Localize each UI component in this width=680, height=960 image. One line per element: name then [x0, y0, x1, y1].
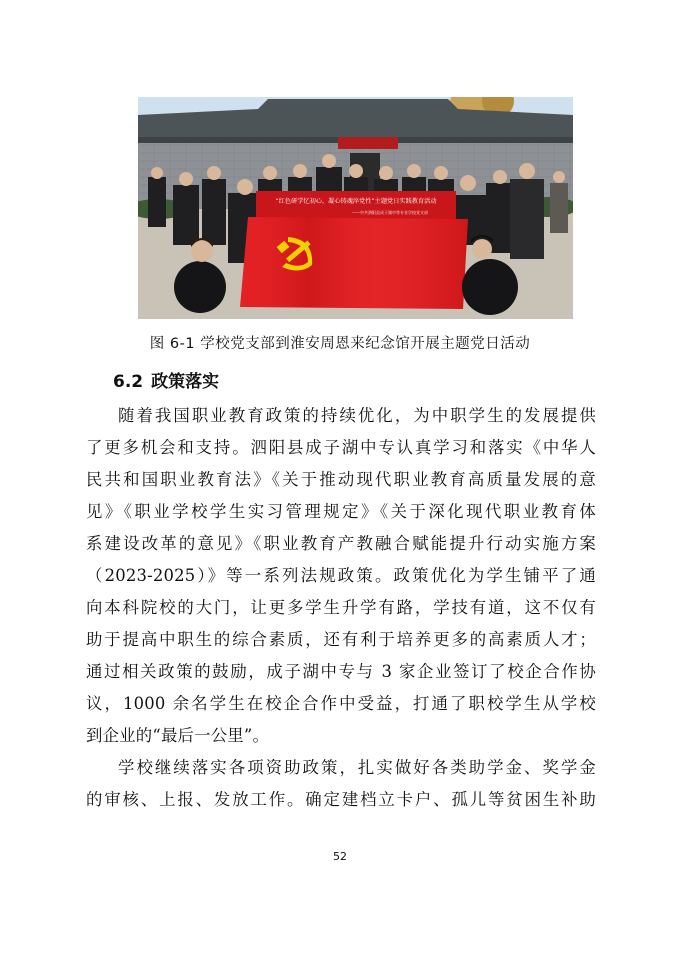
paragraph-line: 学校继续落实各项资助政策，扎实做好各类助学金、奖学金: [118, 758, 596, 777]
paragraph-line: 见》《职业学校学生实习管理规定》《关于深化现代职业教育体: [86, 502, 596, 521]
banner-text: “红色研学忆初心，凝心铸魂淬党性”主题党日实践教育活动: [275, 198, 437, 205]
section-number: 6.2: [113, 372, 144, 392]
paragraph-line: 到企业的“最后一公里”。: [86, 726, 270, 745]
banner-subtext: ——中共泗阳县成子湖中等专业学校党支部: [352, 210, 428, 215]
paragraph-line: 民共和国职业教育法》《关于推动现代职业教育高质量发展的意: [86, 470, 596, 489]
paragraph-line: 了更多机会和支持。泗阳县成子湖中专认真学习和落实《中华人: [86, 438, 596, 457]
section-heading: [113, 367, 227, 392]
paragraph-line: 议，1000 余名学生在校企合作中受益，打通了职校学生从学校: [86, 694, 596, 713]
paragraph-line: 通过相关政策的鼓励，成子湖中专与 3 家企业签订了校企合作协: [86, 662, 596, 681]
paragraph-line: 随着我国职业教育政策的持续优化，为中职学生的发展提供: [118, 406, 596, 425]
paragraph-line: 系建设改革的意见》《职业教育产教融合赋能提升行动实施方案: [86, 534, 596, 553]
activity-photo: [138, 97, 573, 319]
section-title: 政策落实: [151, 372, 220, 392]
paragraph-line: 的审核、上报、发放工作。确定建档立卡户、孤儿等贫困生补助: [86, 790, 596, 809]
figure-caption: 图 6-1 学校党支部到淮安周恩来纪念馆开展主题党日活动: [149, 336, 531, 352]
page-number: 52: [333, 850, 347, 863]
paragraph-line: （2023-2025）》等一系列法规政策。政策优化为学生铺平了通: [86, 566, 596, 585]
paragraph-line: 向本科院校的大门，让更多学生升学有路，学技有道，这不仅有: [86, 598, 596, 617]
paragraph-line: 助于提高中职生的综合素质，还有利于培养更多的高素质人才；: [86, 630, 596, 649]
